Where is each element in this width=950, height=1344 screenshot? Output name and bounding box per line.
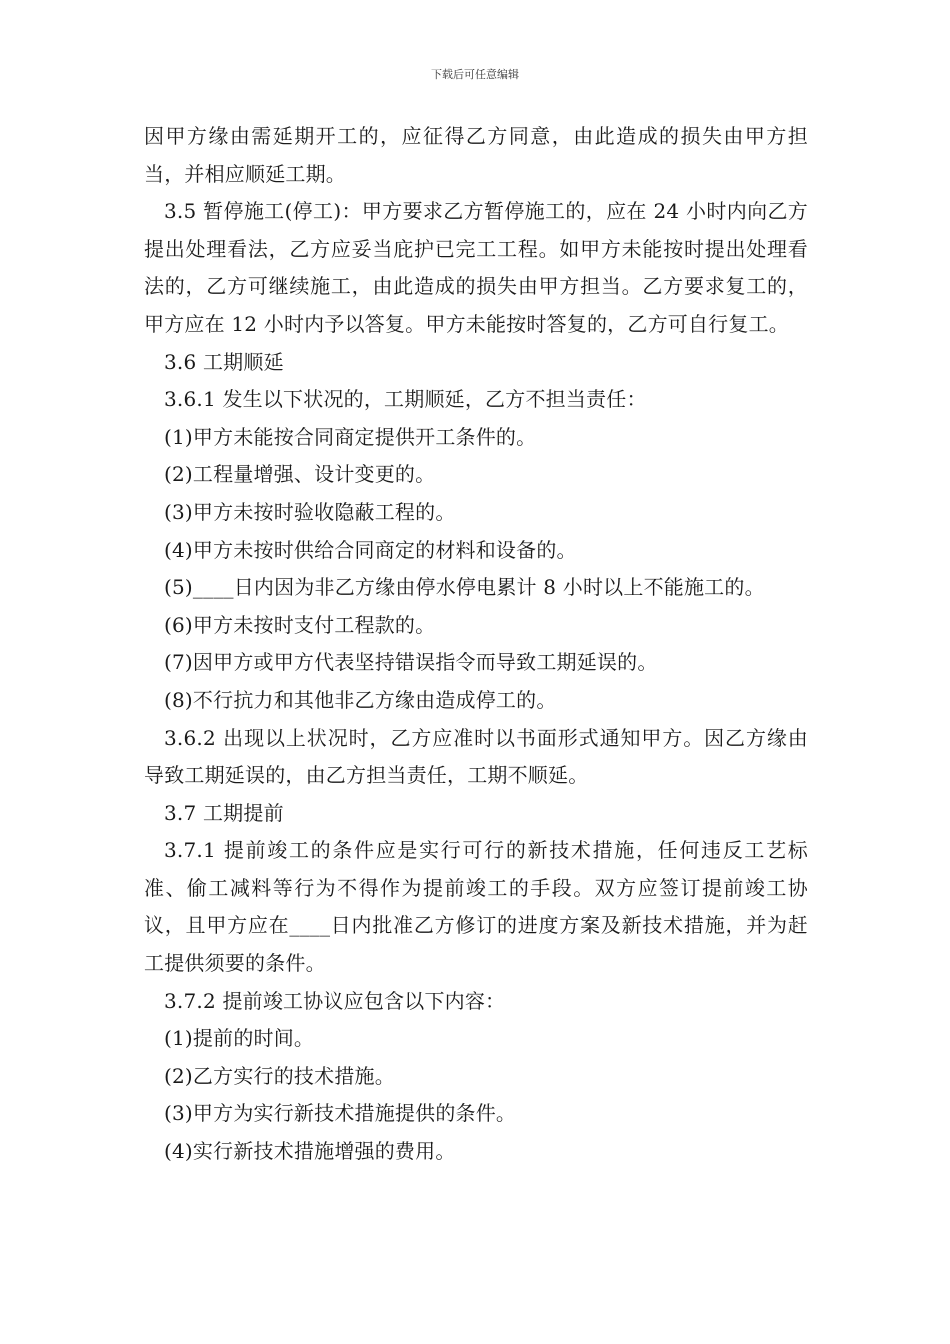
paragraph-3-5: 3.5 暂停施工(停工)：甲方要求乙方暂停施工的，应在 24 小时内向乙方提出处理看法，乙方应妥当庇护已完工工程。如甲方未能按时提出处理看法的，乙方可继续施工，由此造成的损失由甲方担当。乙方要求复工的，甲方应在 12 小时内予以答复。甲方未能按时答复的，乙方可自行复工。: [144, 199, 808, 336]
list-item: (1)甲方未能按合同商定提供开工条件的。: [164, 424, 537, 449]
paragraph-3-7-2: 3.7.2 提前竣工协议应包含以下内容：: [164, 988, 506, 1013]
list-item: (2)乙方实行的技术措施。: [164, 1063, 395, 1088]
list-item: (4)甲方未按时供给合同商定的材料和设备的。: [164, 537, 577, 562]
header-note: 下载后可任意编辑: [431, 68, 519, 81]
document-body: [144, 118, 808, 1171]
list-item: (8)不行抗力和其他非乙方缘由造成停工的。: [164, 687, 557, 712]
list-item: (7)因甲方或甲方代表坚持错误指令而导致工期延误的。: [164, 650, 658, 675]
heading-3-7: 3.7 工期提前: [164, 800, 284, 825]
paragraph-3-6-1: 3.6.1 发生以下状况的，工期顺延，乙方不担当责任：: [164, 387, 647, 412]
paragraph-3-6-2: 3.6.2 出现以上状况时，乙方应准时以书面形式通知甲方。因乙方缘由导致工期延误的，由乙方担当责任，工期不顺延。: [144, 725, 808, 788]
list-item: (3)甲方为实行新技术措施提供的条件。: [164, 1101, 517, 1126]
list-item: (1)提前的时间。: [164, 1026, 315, 1051]
list-item: (6)甲方未按时支付工程款的。: [164, 612, 436, 637]
list-item: (2)工程量增强、设计变更的。: [164, 462, 436, 487]
list-item: (4)实行新技术措施增强的费用。: [164, 1139, 456, 1164]
heading-3-6: 3.6 工期顺延: [164, 349, 284, 374]
list-item: (5)____日内因为非乙方缘由停水停电累计 8 小时以上不能施工的。: [164, 575, 765, 600]
paragraph-delay-start: 因甲方缘由需延期开工的，应征得乙方同意，由此造成的损失由甲方担当，并相应顺延工期。: [144, 124, 808, 186]
list-item: (3)甲方未按时验收隐蔽工程的。: [164, 499, 456, 524]
paragraph-3-7-1: 3.7.1 提前竣工的条件应是实行可行的新技术措施，任何违反工艺标准、偷工减料等行为不得作为提前竣工的手段。双方应签订提前竣工协议，且甲方应在____日内批准乙方修订的进度方案及新技术措施，并为赶工提供须要的条件。: [144, 838, 808, 976]
